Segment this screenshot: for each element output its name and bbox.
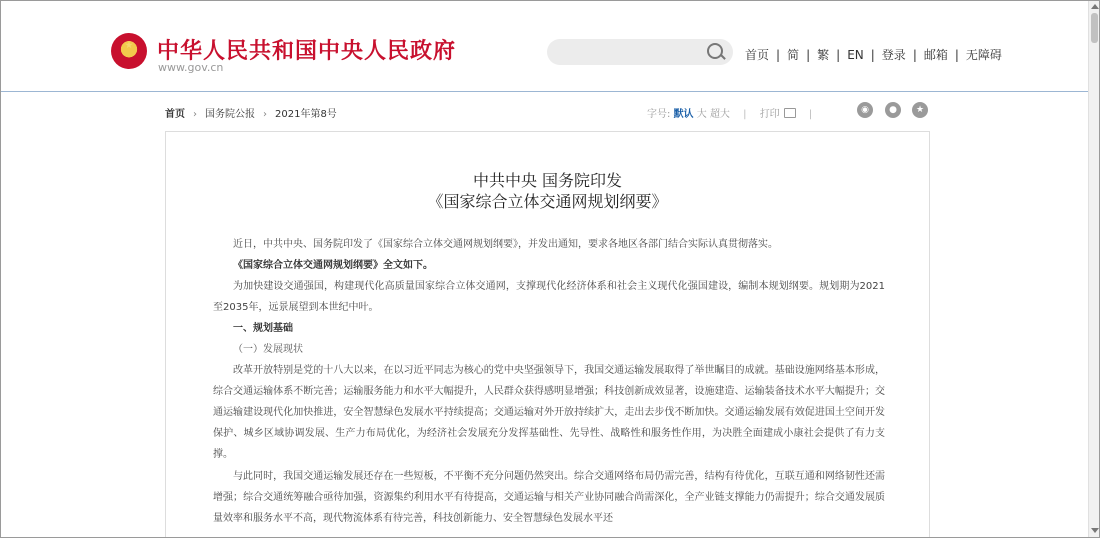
scroll-down-arrow-icon[interactable] xyxy=(1091,528,1099,533)
printer-icon xyxy=(784,108,796,118)
breadcrumb-bulletin[interactable]: 国务院公报 xyxy=(205,109,255,120)
separator: | xyxy=(912,48,917,62)
subsection-heading: （一）发展现状 xyxy=(233,344,303,355)
print-button[interactable] xyxy=(760,109,796,120)
scrollbar-thumb[interactable] xyxy=(1091,13,1098,43)
font-size-default[interactable]: 默认 xyxy=(673,109,694,120)
wechat-icon[interactable] xyxy=(885,102,901,118)
article-paragraph: 改革开放特别是党的十八大以来，在以习近平同志为核心的党中央坚强领导下，我国交通运输发展取得了举世瞩目的成就。基础设施网络基本形成，综合交通运输体系不断完善；运输服务能力和水平大幅提升，人民群众获得感明显增强；科技创新成效显著，设施建造、运输装备技术水平大幅提升；交通运输建设现代化加快推进，安全智慧绿色发展水平持续提高；交通运输对外开放持续扩大，走出去步伐不断加快。交通运输发展有效促进国土空间开发保护、城乡区域协调发展、生产力布局优化，为经济社会发展充分发挥基础性、先导性、战略性和服务性作用，为决胜全面建成小康社会提供了有力支撑。 xyxy=(213,365,885,460)
weibo-icon[interactable] xyxy=(857,102,873,118)
separator: | xyxy=(836,48,841,62)
scroll-up-arrow-icon[interactable] xyxy=(1091,4,1099,9)
article-paragraph: 与此同时，我国交通运输发展还存在一些短板，不平衡不充分问题仍然突出。综合交通网络布局仍需完善，结构有待优化，互联互通和网络韧性还需增强；综合交通统筹融合亟待加强，资源集约利用水平有待提高，交通运输与相关产业协同融合尚需深化，全产业链支撑能力仍需提升；综合交通发展质量效率和服务水平不高，现代物流体系有待完善，科技创新能力、安全智慧绿色发展水平还 xyxy=(213,471,885,524)
link-home[interactable]: 首页 xyxy=(745,48,770,62)
separator: | xyxy=(870,48,875,62)
star-glyph: ★ xyxy=(915,105,925,115)
font-size-label: 字号: xyxy=(647,109,671,120)
article-intro: 近日，中共中央、国务院印发了《国家综合立体交通网规划纲要》，并发出通知，要求各地区各部门结合实际认真贯彻落实。 xyxy=(233,239,778,250)
article-title xyxy=(166,170,929,212)
site-url[interactable]: www.gov.cn xyxy=(158,61,224,74)
link-english[interactable]: EN xyxy=(847,48,864,62)
separator: | xyxy=(743,109,747,120)
favorite-icon[interactable] xyxy=(912,102,928,118)
wechat-glyph: ● xyxy=(889,105,897,115)
font-size-xlarge[interactable]: 超大 xyxy=(709,109,730,120)
breadcrumb-home[interactable]: 首页 xyxy=(165,109,185,120)
article-purpose: 为加快建设交通强国，构建现代化高质量国家综合立体交通网，支撑现代化经济体系和社会主义现代化强国建设，编制本规划纲要。规划期为2021至2035年，远景展望到本世纪中叶。 xyxy=(213,281,885,313)
header-divider xyxy=(1,91,1088,92)
font-size-large[interactable]: 大 xyxy=(696,109,707,120)
separator: | xyxy=(808,109,813,120)
chevron-right-icon: › xyxy=(263,109,267,120)
article-title-line1: 中共中央 国务院印发 xyxy=(472,171,623,190)
article-title-line2: 《国家综合立体交通网规划纲要》 xyxy=(427,192,668,211)
national-emblem-icon[interactable] xyxy=(111,33,147,69)
site-title[interactable]: 中华人民共和国中央人民政府 xyxy=(157,39,457,64)
separator: | xyxy=(776,48,781,62)
link-traditional[interactable]: 繁 xyxy=(817,48,830,62)
breadcrumb-issue[interactable]: 2021年第8号 xyxy=(275,109,337,120)
search-icon[interactable] xyxy=(707,43,723,59)
top-links xyxy=(745,46,1002,63)
search-input[interactable] xyxy=(547,39,733,65)
print-label: 打印 xyxy=(759,109,780,120)
section-heading: 一、规划基础 xyxy=(233,323,293,334)
link-simplified[interactable]: 简 xyxy=(787,48,800,62)
site-header xyxy=(1,1,1088,91)
chevron-right-icon: › xyxy=(193,109,197,120)
breadcrumb xyxy=(165,105,337,120)
weibo-glyph: ◉ xyxy=(861,105,869,115)
font-size-controls xyxy=(647,105,822,120)
link-login[interactable]: 登录 xyxy=(881,48,906,62)
vertical-scrollbar[interactable] xyxy=(1088,1,1100,537)
link-accessibility[interactable]: 无障碍 xyxy=(965,48,1002,62)
link-mailbox[interactable]: 邮箱 xyxy=(923,48,948,62)
separator: | xyxy=(954,48,959,62)
article-lead: 《国家综合立体交通网规划纲要》全文如下。 xyxy=(233,260,433,271)
separator: | xyxy=(806,48,811,62)
